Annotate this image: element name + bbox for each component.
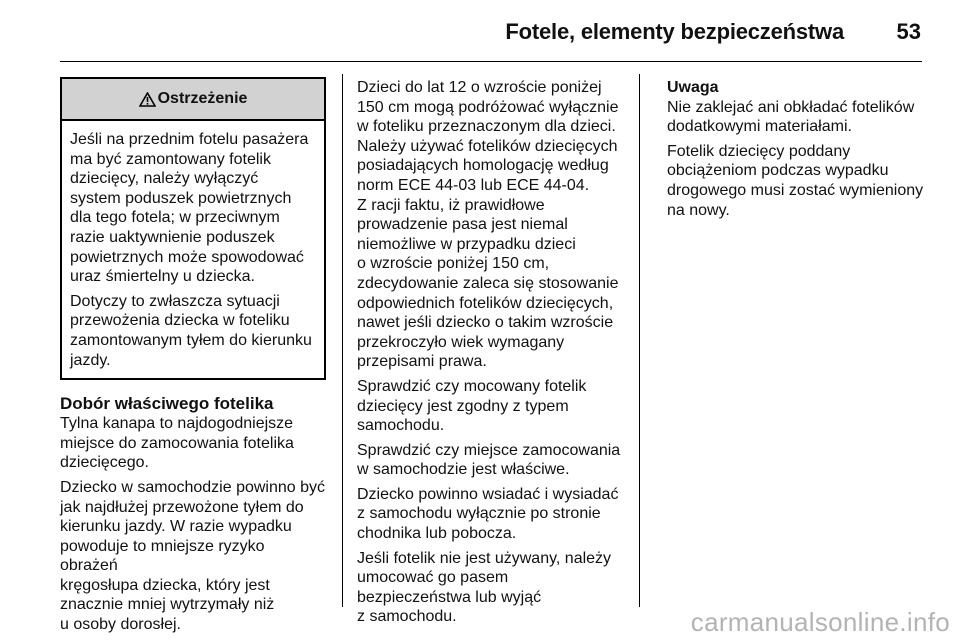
warning-triangle-icon: [139, 92, 156, 107]
body-paragraph: Jeśli fotelik nie jest używany, należy umocować go pasem bezpieczeństwa lub wyjąć z samochodu.: [357, 549, 612, 626]
column-2: [357, 78, 625, 632]
page-number: 53: [896, 19, 921, 44]
column-1: [60, 77, 326, 640]
warning-paragraph: Dotyczy to zwłaszcza sytuacji przewożenia dziecka w foteliku zamontowanym tyłem do kierunku jazdy.: [70, 292, 312, 369]
column-divider-2: [639, 74, 640, 607]
warning-paragraph: Jeśli na przednim fotelu pasażera ma być zamontowany fotelik dziecięcy, należy wyłączyć system poduszek powietrznych dla tego fotela; w przeciwnym razie uaktywnienie poduszek powietrznych może spowodować uraz śmiertelny u dziecka.: [70, 131, 309, 286]
page-title: Fotele, elementy bezpieczeństwa: [505, 19, 844, 44]
body-paragraph: Sprawdzić czy miejsce zamocowania w samochodzie jest właściwe.: [357, 441, 621, 479]
body-paragraph: Dzieci do lat 12 o wzroście poniżej 150 cm mogą podróżować wyłącznie w foteliku przeznaczonym dla dzieci. Należy używać fotelików dziecięcych posiadających homologację według norm ECE 44-03 lub ECE 44-04. Z racji faktu, iż prawidłowe prowadzenie pasa jest niemal niemożliwe w przypadku dzieci o wzroście poniżej 150 cm, zdecydowanie zaleca się stosowanie odpowiednich fotelików dziecięcych, nawet jeśli dziecko o takim wzroście przekroczyło wiek wymagany przepisami prawa.: [357, 79, 619, 371]
warning-box: [60, 77, 326, 380]
warning-title: Ostrzeżenie: [157, 90, 248, 108]
header-divider: [60, 61, 922, 62]
note-heading: Uwaga: [667, 79, 719, 96]
body-paragraph: Tylna kanapa to najdogodniejsze miejsce do zamocowania fotelika dziecięcego.: [60, 415, 294, 472]
body-paragraph: Dziecko powinno wsiadać i wysiadać z samochodu wyłącznie po stronie chodnika lub pobocza.: [357, 485, 619, 543]
body-paragraph: Dziecko w samochodzie powinno być jak najdłużej przewożone tyłem do kierunku jazdy. W razie wypadku powoduje to mniejsze ryzyko obrażeń kręgosłupa dziecka, który jest znacznie mniej wytrzymały niż u osoby dorosłej.: [60, 478, 326, 634]
column-3: [667, 78, 927, 225]
section-heading: Dobór właściwego fotelika: [60, 394, 274, 414]
body-paragraph: Sprawdzić czy mocowany fotelik dziecięcy jest zgodny z typem samochodu.: [357, 377, 587, 435]
note-paragraph: Fotelik dziecięcy poddany obciążeniom podczas wypadku drogowego musi zostać wymieniony na nowy.: [667, 142, 924, 219]
warning-header: [62, 79, 324, 121]
column-divider-1: [342, 74, 343, 607]
warning-body: [62, 121, 324, 378]
note-paragraph: Nie zaklejać ani obkładać fotelików dodatkowymi materiałami.: [667, 98, 915, 136]
watermark: carmanualsonline.info: [690, 607, 950, 637]
